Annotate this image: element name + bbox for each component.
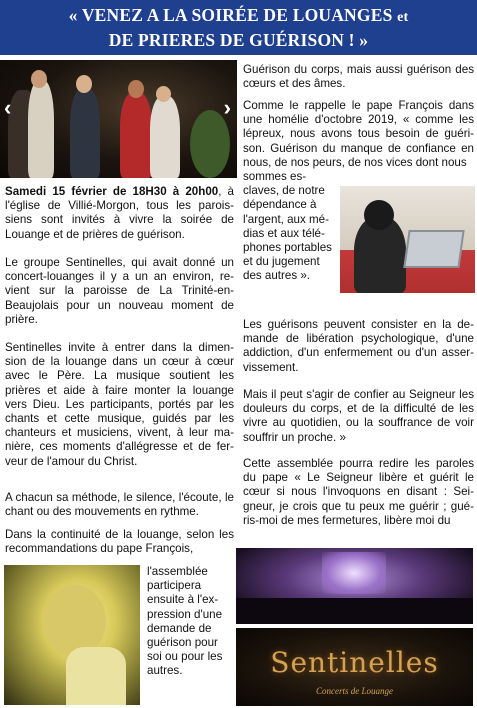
logo-subtitle: Concerts de Louange [316,686,393,696]
concert-photo [236,548,473,624]
singer-figure [28,80,54,178]
red-dress-singer [120,92,152,178]
paragraph-homelie: Comme le rappelle le pape François dans une homélie d'octobre 2019, « comme les lépreux, nous avons tous besoin de guéri-son. Guérison du manque de confiance en nous, de nos peurs, de nos vices dont nous [243,99,474,169]
paragraph-assemblee: l'assemblée participera ensuite à l'ex-pression d'une demande de guérison pour soi ou pour les autres. [147,565,223,678]
title-line-1 [0,4,477,29]
paragraph-seigneur: Mais il peut s'agir de confier au Seigneur les douleurs du corps, et de la difficulté de les vivre au quotidien, ou la souffrance de voir souffrir un proche. » [243,388,474,444]
sentinelles-logo [236,628,473,706]
paragraph-assemblee-paroles: Cette assemblée pourra redire les paroles du pape « Le Seigneur libère et guérit le cœur si nous l'invoquons en disant : Sei-gneur, je crois que tu peux me guérir ; gué-ris-moi de mes fermetures, libère moi du [243,457,474,527]
paragraph-homelie-side: sommes es-claves, de notre dépendance à l'argent, aux mé-dias et aux télé-phones portables et du jugement des autres ». [243,170,332,283]
title-text-et: et [397,10,409,25]
intro-text: , à l'église de Villié-Morgon, tous les parois-siens sont invités à vivre la soirée de Louange et de prières de guérison. [5,185,234,241]
logo-name: Sentinelles [270,646,439,679]
laptop [403,230,464,268]
chevron-left-icon[interactable]: ‹ [4,95,12,120]
paragraph-sentinelles-group: Le groupe Sentinelles, qui avait donné un concert-louanges il y a un an environ, re-vient sur la paroisse de La Trinité-en-Beaujolais pour un nouveau moment de prière. [5,256,234,326]
woman-head [364,200,394,230]
audience [236,598,473,624]
guitarist-figure [70,88,100,178]
guitarist-head [76,75,92,93]
title-banner [0,0,477,55]
paragraph-intro [5,185,234,242]
paragraph-guerison-corps: Guérison du corps, mais aussi guérison des cœurs et des âmes. [243,63,474,91]
pope-francis-photo [4,565,140,705]
paragraph-continuite: Dans la continuité de la louange, selon les recommandations du pape François, [5,528,234,556]
musician-white-shirt [150,96,180,178]
paragraph-methode: A chacun sa méthode, le silence, l'écoute, le chant ou des mouvements en rythme. [5,491,234,519]
singer-head [31,70,47,88]
praying-woman-photo [340,186,475,293]
stage-light [322,552,386,594]
band-photo [0,60,237,178]
red-singer-head [128,80,144,98]
title-line-2: DE PRIERES DE GUÉRISON ! » [108,30,369,50]
pope-hands [66,647,126,705]
chevron-right-icon[interactable]: › [223,95,231,120]
event-date: Samedi 15 février de 18H30 à 20h00 [5,185,219,198]
title-text-1: « VENEZ A LA SOIRÉE DE LOUANGES [68,5,398,25]
paragraph-louange: Sentinelles invite à entrer dans la dimen-sion de la louange dans un cœur à cœur avec le Père. La musique soutient les prières et aide à faire monter la louange vers Dieu. Les participants, portés par les chants et cette musique, guidés par les chanteurs et musiciens, vivent, à leur ma-nière, ces moments d'allégresse et de fer-veur de l'amour du Christ. [5,341,234,468]
musician-head [156,86,171,102]
paragraph-liberation: Les guérisons peuvent consister en la de-mande de libération psychologique, d'une addiction, d'un enfermement ou d'un asser-vissement. [243,318,474,374]
